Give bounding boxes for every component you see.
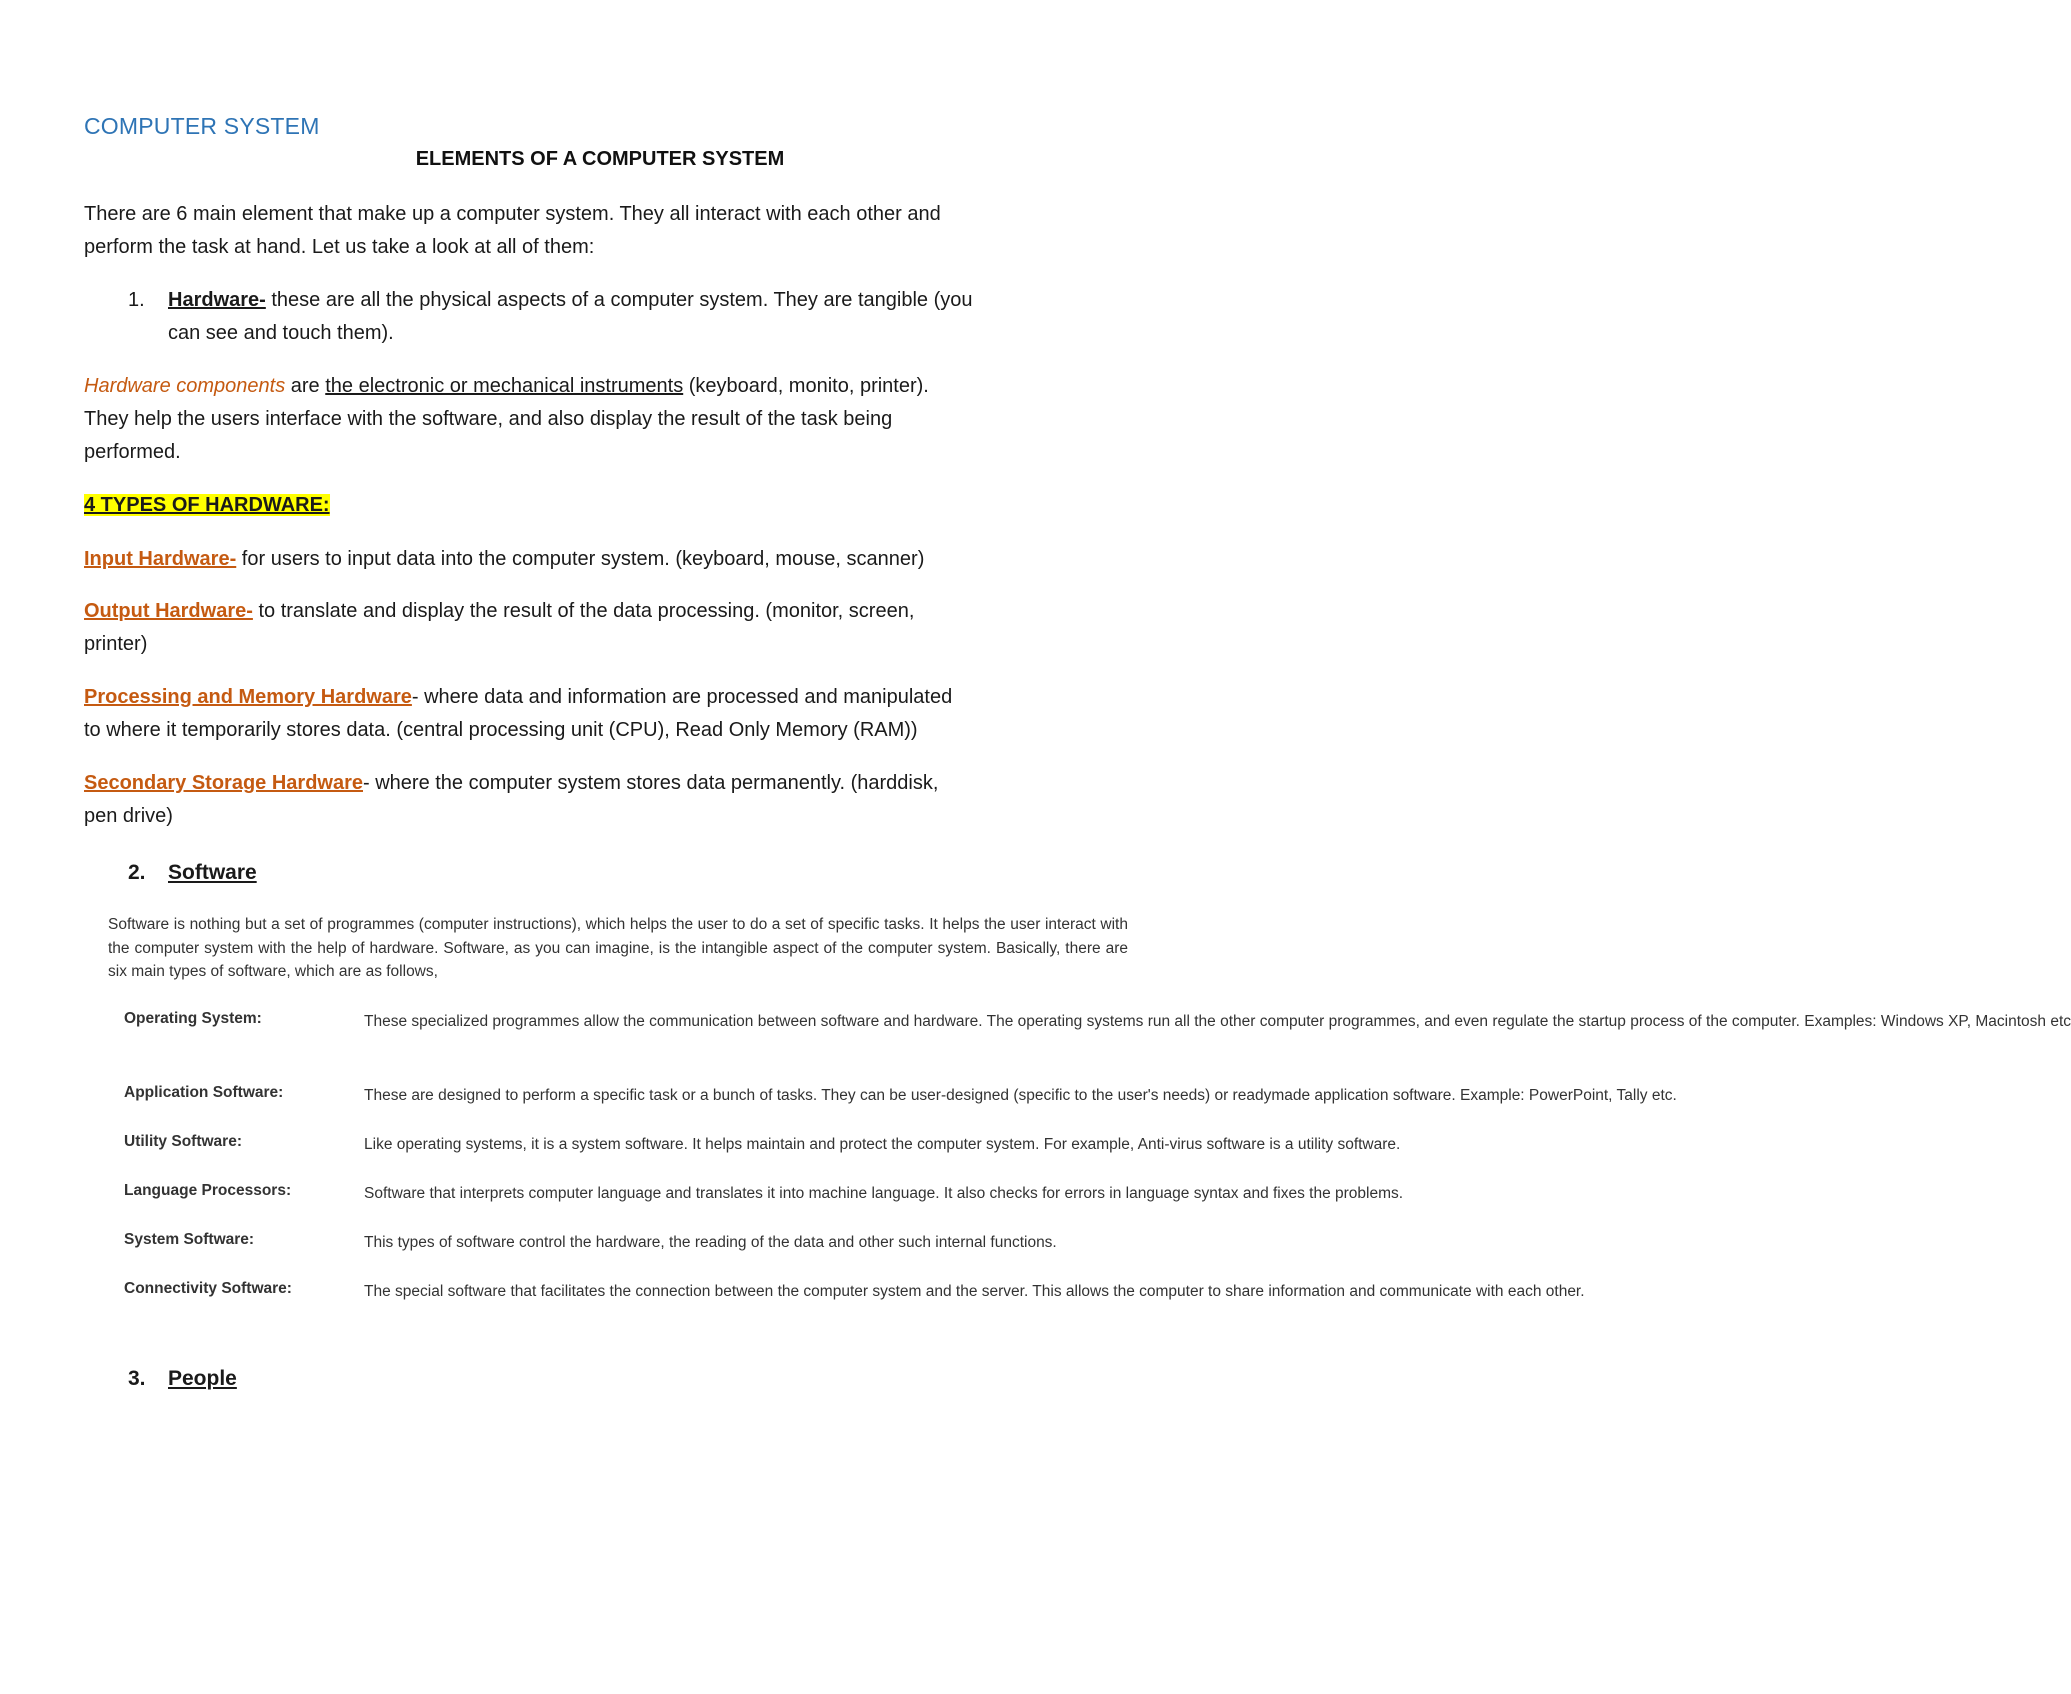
people-heading: People (168, 1367, 237, 1390)
secondary-hardware-line-2: pen drive) (84, 805, 173, 827)
hardware-text-1: these are all the physical aspects of a computer system. They are tangible (you (265, 289, 973, 311)
hardware-item-line-2: can see and touch them). (168, 322, 394, 344)
processing-hardware-label: Processing and Memory Hardware (84, 686, 412, 708)
software-type-desc: This types of software control the hardware, the reading of the data and other such internal functions. (364, 1234, 1057, 1251)
software-type-term: Language Processors: (124, 1182, 292, 1199)
hardware-label: Hardware- (168, 289, 266, 311)
hw-components-label: Hardware components (84, 375, 286, 397)
software-type-desc: These are designed to perform a specific task or a bunch of tasks. They can be user-designed (specific to the user's needs) or readymade application software. Example: PowerPoint, Tally etc. (364, 1087, 1677, 1104)
processing-hardware-line-2: to where it temporarily stores data. (central processing unit (CPU), Read Only Memory (RAM)) (84, 719, 918, 741)
hw-components-line-3: performed. (84, 441, 181, 463)
output-hardware-line-2: printer) (84, 633, 148, 655)
document-title: ELEMENTS OF A COMPUTER SYSTEM (415, 148, 785, 170)
document-heading: COMPUTER SYSTEM (84, 113, 320, 139)
item-number: 3. (128, 1367, 146, 1390)
output-hardware-text-1: to translate and display the result of the data processing. (monitor, screen, (252, 600, 915, 622)
secondary-hardware-line-1 (84, 767, 938, 800)
processing-hardware-line-1 (84, 681, 952, 714)
item-number: 2. (128, 861, 146, 884)
software-type-term: Connectivity Software: (124, 1280, 292, 1297)
software-type-row (124, 1084, 1677, 1131)
software-paragraph: Software is nothing but a set of programmes (computer instructions), which helps the user to do a set of specific tasks. It helps the user interact with the computer system with the help of hardware. Software, as you can imagine, is the intangible aspect of the computer system. Basically, there are six main types of software, which are as follows, (108, 916, 1128, 980)
software-type-term: System Software: (124, 1231, 255, 1248)
software-types-table (124, 1010, 2071, 1332)
input-hardware-text: for users to input data into the computer system. (keyboard, mouse, scanner) (236, 548, 925, 570)
intro-line-2: perform the task at hand. Let us take a look at all of them: (84, 236, 595, 258)
software-type-desc: Software that interprets computer language and translates it into machine language. It also checks for errors in language syntax and fixes the problems. (364, 1185, 1404, 1202)
software-type-row (124, 1133, 1401, 1180)
output-hardware-line-1 (84, 595, 914, 628)
software-type-row (124, 1231, 1134, 1278)
software-heading: Software (168, 861, 257, 884)
secondary-hardware-label: Secondary Storage Hardware (84, 772, 363, 794)
intro-line-1: There are 6 main element that make up a computer system. They all interact with each other and (84, 203, 941, 225)
software-type-row (124, 1010, 2071, 1082)
software-type-desc: Like operating systems, it is a system software. It helps maintain and protect the computer system. For example, Anti-virus software is a utility software. (364, 1136, 1401, 1153)
hw-components-line-2: They help the users interface with the software, and also display the result of the task being (84, 408, 893, 430)
hw-components-line-1 (84, 370, 929, 403)
secondary-hardware-text-1: - where the computer system stores data permanently. (harddisk, (363, 772, 939, 794)
processing-hardware-text-1: - where data and information are processed and manipulated (411, 686, 953, 708)
software-type-term: Application Software: (124, 1084, 284, 1101)
types-heading-row (84, 489, 330, 522)
item-number: 1. (128, 289, 145, 311)
hw-components-rest: (keyboard, monito, printer). (683, 375, 929, 397)
hw-components-are: are (285, 375, 326, 397)
software-type-desc: These specialized programmes allow the communication between software and hardware. The operating systems run all the other computer programmes, and even regulate the startup process of the computer. Examples: Windows XP, Macintosh etc (364, 1013, 2071, 1030)
software-type-row (124, 1182, 1404, 1229)
software-type-term: Utility Software: (124, 1133, 242, 1150)
hardware-item-line-1 (168, 284, 972, 317)
software-type-desc: The special software that facilitates the connection between the computer system and the server. This allows the computer to share information and communicate with each other. (364, 1283, 1585, 1300)
software-type-row (124, 1280, 1585, 1330)
hw-components-underlined: the electronic or mechanical instruments (325, 375, 684, 397)
types-heading: 4 TYPES OF HARDWARE: (84, 494, 330, 516)
input-hardware-line (84, 543, 924, 576)
input-hardware-label: Input Hardware- (84, 548, 237, 570)
output-hardware-label: Output Hardware- (84, 600, 253, 622)
software-type-term: Operating System: (124, 1010, 262, 1027)
